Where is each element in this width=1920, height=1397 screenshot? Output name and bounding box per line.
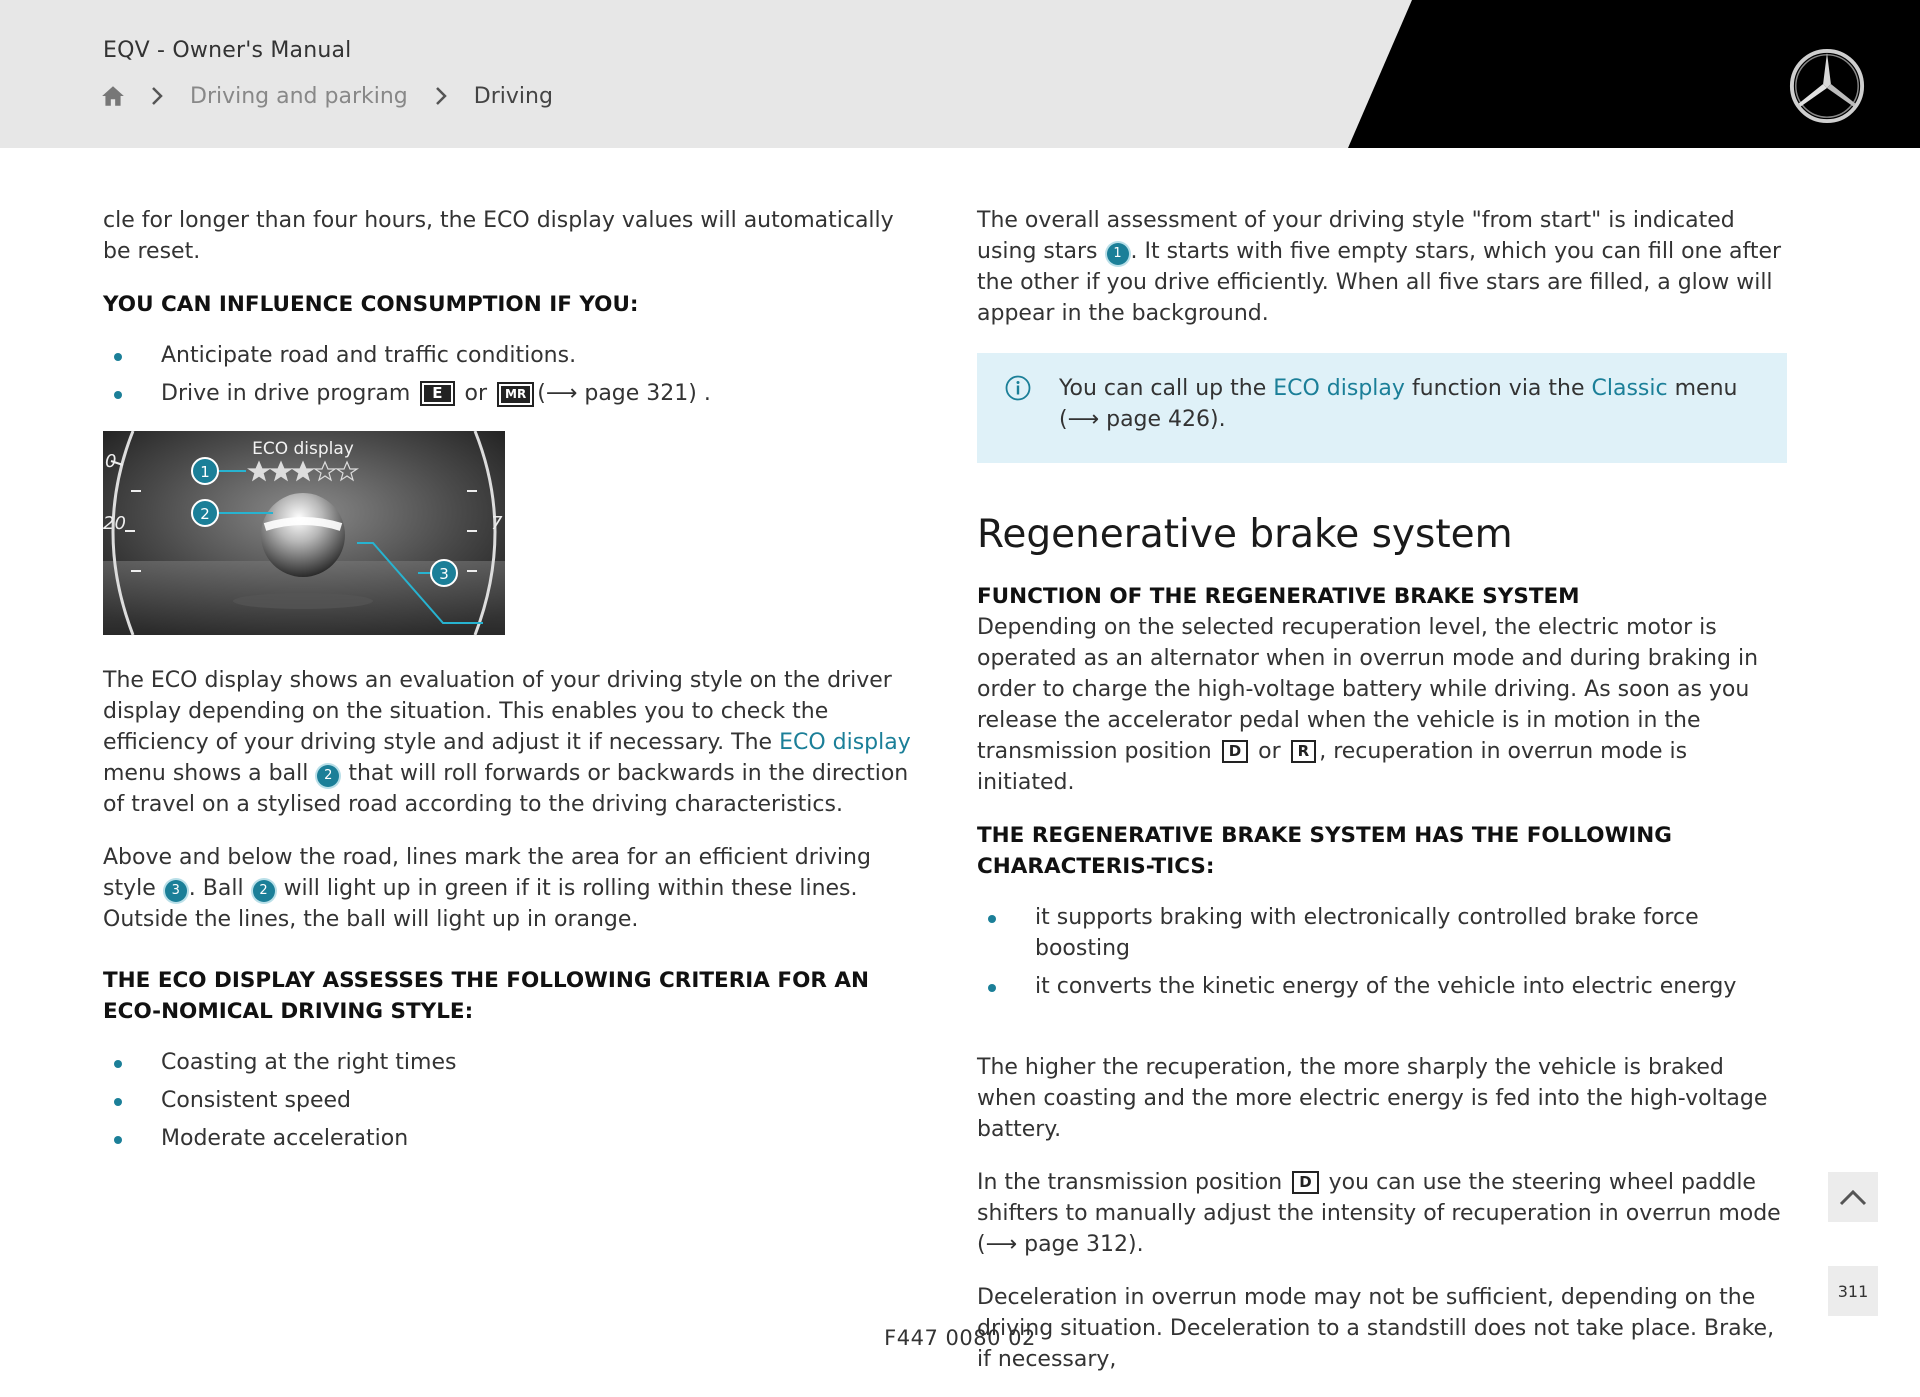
drive-program-mr-key: MR <box>497 382 534 407</box>
eco-display-illustration <box>103 431 505 635</box>
eco-display-figure <box>103 431 505 635</box>
svg-text:20: 20 <box>103 513 126 534</box>
home-icon[interactable] <box>100 83 126 109</box>
transmission-d-key: D <box>1292 1171 1318 1194</box>
header-black-panel <box>0 0 1920 148</box>
recuperation-paragraph: The higher the recuperation, the more sharply the vehicle is braked when coasting and the more electric energy is fed into the high-voltage battery. <box>977 1055 1768 1142</box>
list-item: it converts the kinetic energy of the vehicle into electric energy <box>977 971 1787 1002</box>
eco-display-link[interactable]: ECO display <box>779 730 911 755</box>
callout-3 <box>431 560 457 586</box>
callout-badge-2: 2 <box>317 765 339 787</box>
svg-text:2: 2 <box>200 505 210 523</box>
svg-text:0: 0 <box>105 451 117 472</box>
scroll-to-top-button[interactable] <box>1828 1172 1878 1222</box>
drive-program-e-key: E <box>420 381 454 406</box>
page-link[interactable]: (⟶ page 321) . <box>537 381 711 406</box>
mercedes-star-logo-icon <box>1788 47 1866 125</box>
svg-text:3: 3 <box>439 565 449 583</box>
classic-menu-link[interactable]: Classic <box>1591 376 1668 401</box>
page-number[interactable]: 311 <box>1828 1266 1878 1316</box>
eco-display-paragraph: The ECO display shows an evaluation of your driving style on the driver display depending on the situation. This enables you to check the efficiency of your driving style and adjust it if necessary. The ECO display menu shows a ball 2 that will roll forwards or backwards in the direction of travel on a stylised road according to the driving characteristics. <box>103 668 911 817</box>
breadcrumb-item-driving[interactable]: Driving <box>473 83 553 109</box>
breadcrumb-item-driving-and-parking[interactable]: Driving and parking <box>190 83 408 109</box>
info-icon <box>1005 375 1031 401</box>
svg-text:7: 7 <box>491 513 503 534</box>
svg-text:1: 1 <box>200 463 210 481</box>
breadcrumb <box>100 80 579 112</box>
stars-paragraph: The overall assessment of your driving style "from start" is indicated using stars 1 . It starts with five empty stars, which you can fill one after the other if you drive efficiently. When all five stars are filled, a glow will appear in the background. <box>977 208 1782 326</box>
influence-heading: YOU CAN INFLUENCE CONSUMPTION IF YOU: <box>103 292 639 317</box>
criteria-heading: THE ECO DISPLAY ASSESSES THE FOLLOWING CRITERIA FOR AN ECO-NOMICAL DRIVING STYLE: <box>103 968 870 1024</box>
section-title: Regenerative brake system <box>977 512 1513 557</box>
callout-1 <box>192 458 218 484</box>
characteristics-heading: THE REGENERATIVE BRAKE SYSTEM HAS THE FOLLOWING CHARACTERIS-TICS: <box>977 823 1672 879</box>
list-item: Coasting at the right times <box>103 1047 913 1078</box>
info-box: You can call up the ECO display function via the Classic menu (⟶ page 426). <box>977 353 1787 463</box>
callout-badge-2: 2 <box>253 880 275 902</box>
callout-badge-1: 1 <box>1107 243 1129 265</box>
influence-list <box>103 340 913 409</box>
chevron-up-icon <box>1838 1187 1868 1207</box>
transmission-d-key: D <box>1222 740 1248 763</box>
callout-badge-3: 3 <box>165 880 187 902</box>
chevron-right-icon <box>434 85 448 107</box>
list-item: Anticipate road and traffic conditions. <box>103 340 913 371</box>
function-paragraph: Depending on the selected recuperation level, the electric motor is operated as an alternator when in overrun mode and during braking in order to charge the high-voltage battery while driving. As soon as you release the accelerator pedal when the vehicle is in motion in the transmission position D or R , recuperation in overrun mode is initiated. <box>977 615 1759 795</box>
road-lines-paragraph: Above and below the road, lines mark the area for an efficient driving style 3 . Ball 2 will light up in green if it is rolling within these lines. Outside the lines, the ball will light up in orange. <box>103 845 871 932</box>
list-item: Drive in drive program E or MR (⟶ page 321) . <box>103 378 913 409</box>
list-item: Moderate acceleration <box>103 1123 913 1154</box>
footer-code: F447 0080 02 <box>884 1326 1036 1350</box>
eco-display-link[interactable]: ECO display <box>1273 376 1405 401</box>
header-bar <box>0 0 1920 148</box>
deceleration-paragraph: Deceleration in overrun mode may not be sufficient, depending on the driving situation. Deceleration to a standstill does not take place. Brake, if necessary, <box>977 1285 1775 1372</box>
manual-title: EQV - Owner's Manual <box>103 38 352 63</box>
left-column <box>103 205 913 1180</box>
list-item: it supports braking with electronically controlled brake force boosting <box>977 902 1787 964</box>
chevron-right-icon <box>150 85 164 107</box>
characteristics-list <box>977 902 1787 1002</box>
right-column <box>977 205 1787 1397</box>
figure-title: ECO display <box>252 439 354 459</box>
function-heading: FUNCTION OF THE REGENERATIVE BRAKE SYSTEM <box>977 584 1580 609</box>
intro-paragraph: cle for longer than four hours, the ECO display values will automatically be reset. <box>103 208 894 264</box>
paddle-shifters-paragraph: In the transmission position D you can use the steering wheel paddle shifters to manually adjust the intensity of recuperation in overrun mode (⟶ page 312). <box>977 1170 1781 1257</box>
callout-2 <box>192 500 218 526</box>
list-item: Consistent speed <box>103 1085 913 1116</box>
criteria-list <box>103 1047 913 1154</box>
transmission-r-key: R <box>1291 740 1317 763</box>
